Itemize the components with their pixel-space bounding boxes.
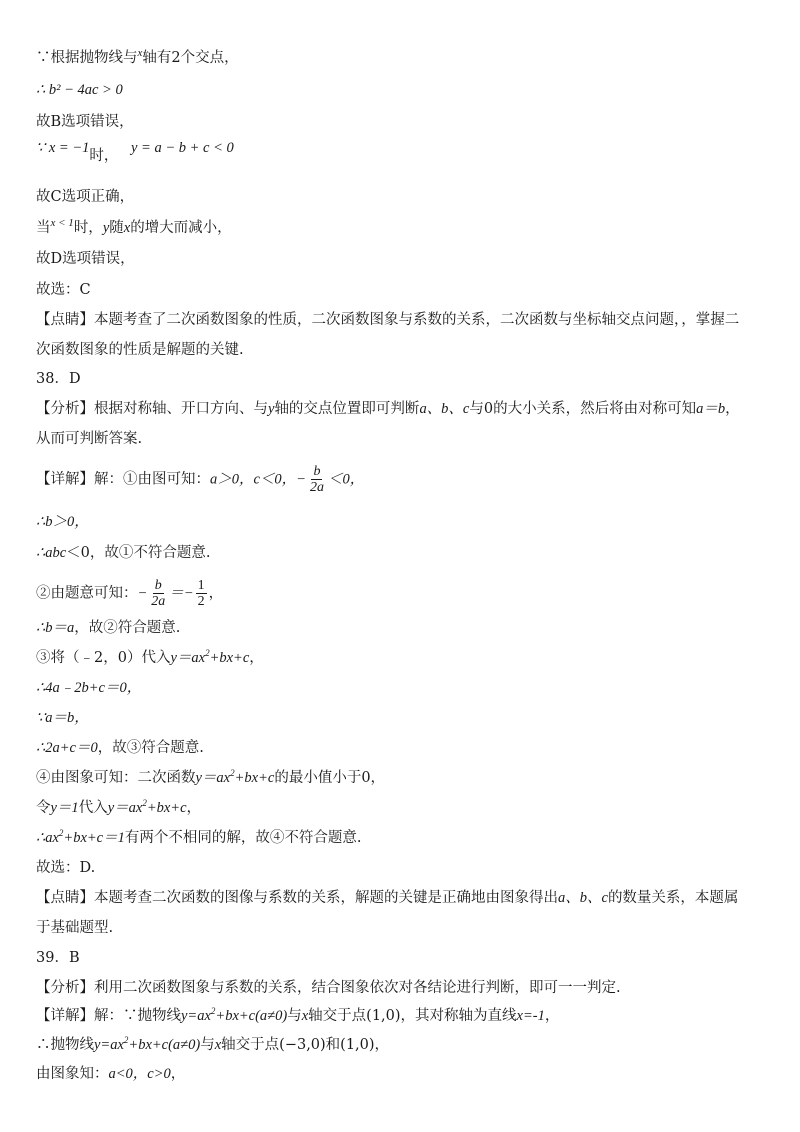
question-number: 38．D	[36, 371, 81, 387]
note-line: 【点睛】本题考查二次函数的图像与系数的关系，解题的关键是正确地由图象得出a、b、c的数量关系，本题属	[36, 890, 739, 906]
solution-line: ∴抛物线$y=ax^2+bx+c(a\ne 0)$与x轴交于点(−3,0)和(1,0)，	[36, 1035, 390, 1053]
solution-line: 令y＝1代入$y=ax^2+bx+c$，	[36, 798, 202, 816]
text-line: 故C选项正确，	[36, 189, 135, 205]
solution-line: ∴b＝a，故②符合题意.	[36, 620, 181, 636]
solution-line: ③将（﹣2，0）代入$y=ax^2+bx+c$，	[36, 648, 264, 666]
solution-line: ④由图象可知：二次函数$y=ax^2+bx+c$的最小值小于0，	[36, 768, 386, 786]
solution-line: ∴2a+c＝0，故③符合题意.	[36, 740, 204, 756]
fraction: $\frac{b}{2a}$	[151, 578, 166, 609]
question-number: 39．B	[36, 950, 80, 966]
note-line: 【点睛】本题考查了二次函数图象的性质，二次函数图象与系数的关系，二次函数与坐标轴交点问题，，掌握二	[36, 312, 740, 328]
solution-line: ∴4a﹣2b+c＝0，	[36, 680, 142, 696]
analysis-line: 【分析】根据对称轴、开口方向、与y轴的交点位置即可判断a、b、c与0的大小关系，然后将由对称可知a＝b，	[36, 401, 740, 417]
text-line: 故B选项错误，	[36, 114, 134, 130]
solution-line: $\therefore ax^2+bx+c=1$有两个不相同的解，故④不符合题意.	[36, 828, 362, 846]
note-line: 于基础题型.	[36, 920, 114, 936]
solution-line: ∴b＞0，	[36, 514, 89, 530]
text-line: ∵根据抛物线与$^x$轴有2个交点，	[36, 47, 239, 66]
note-line: 次函数图象的性质是解题的关键.	[36, 342, 244, 358]
solution-line: ∵a＝b，	[36, 710, 89, 726]
fraction: $\frac{1}{2}$	[197, 578, 205, 609]
text-line: 故选：C	[36, 282, 91, 298]
math-line: ∵ x = −1时， y = a − b + c < 0	[36, 140, 234, 164]
text-line: 故D选项错误，	[36, 251, 135, 267]
analysis-line: 【分析】利用二次函数图象与系数的关系，结合图象依次对各结论进行判断，即可一一判定.	[36, 980, 621, 996]
solution-line: 由图象知：a<0，c>0，	[36, 1066, 186, 1082]
solution-line: ∴abc＜0，故①不符合题意.	[36, 545, 211, 561]
analysis-line: 从而可判断答案.	[36, 431, 143, 447]
text-line: 当$^{x < 1}$时，y随x的增大而减小，	[36, 217, 232, 236]
solution-line: 【详解】解：①由图可知：a＞0，c＜0，− $\frac{b}{2a}$ ＜0，	[36, 464, 365, 495]
math-line: ∴ b² − 4ac > 0	[36, 82, 123, 98]
solution-line: 【详解】解：∵抛物线$y=ax^2+bx+c(a\ne 0)$与x轴交于点(1,0)，其对称轴为直线x=-1，	[36, 1006, 560, 1024]
fraction: $\frac{b}{2a}$	[309, 464, 324, 495]
solution-line: ②由题意可知：− $\frac{b}{2a}$ ＝− $\frac{1}{2}$ ，	[36, 578, 224, 609]
text-line: 故选：D.	[36, 860, 96, 876]
